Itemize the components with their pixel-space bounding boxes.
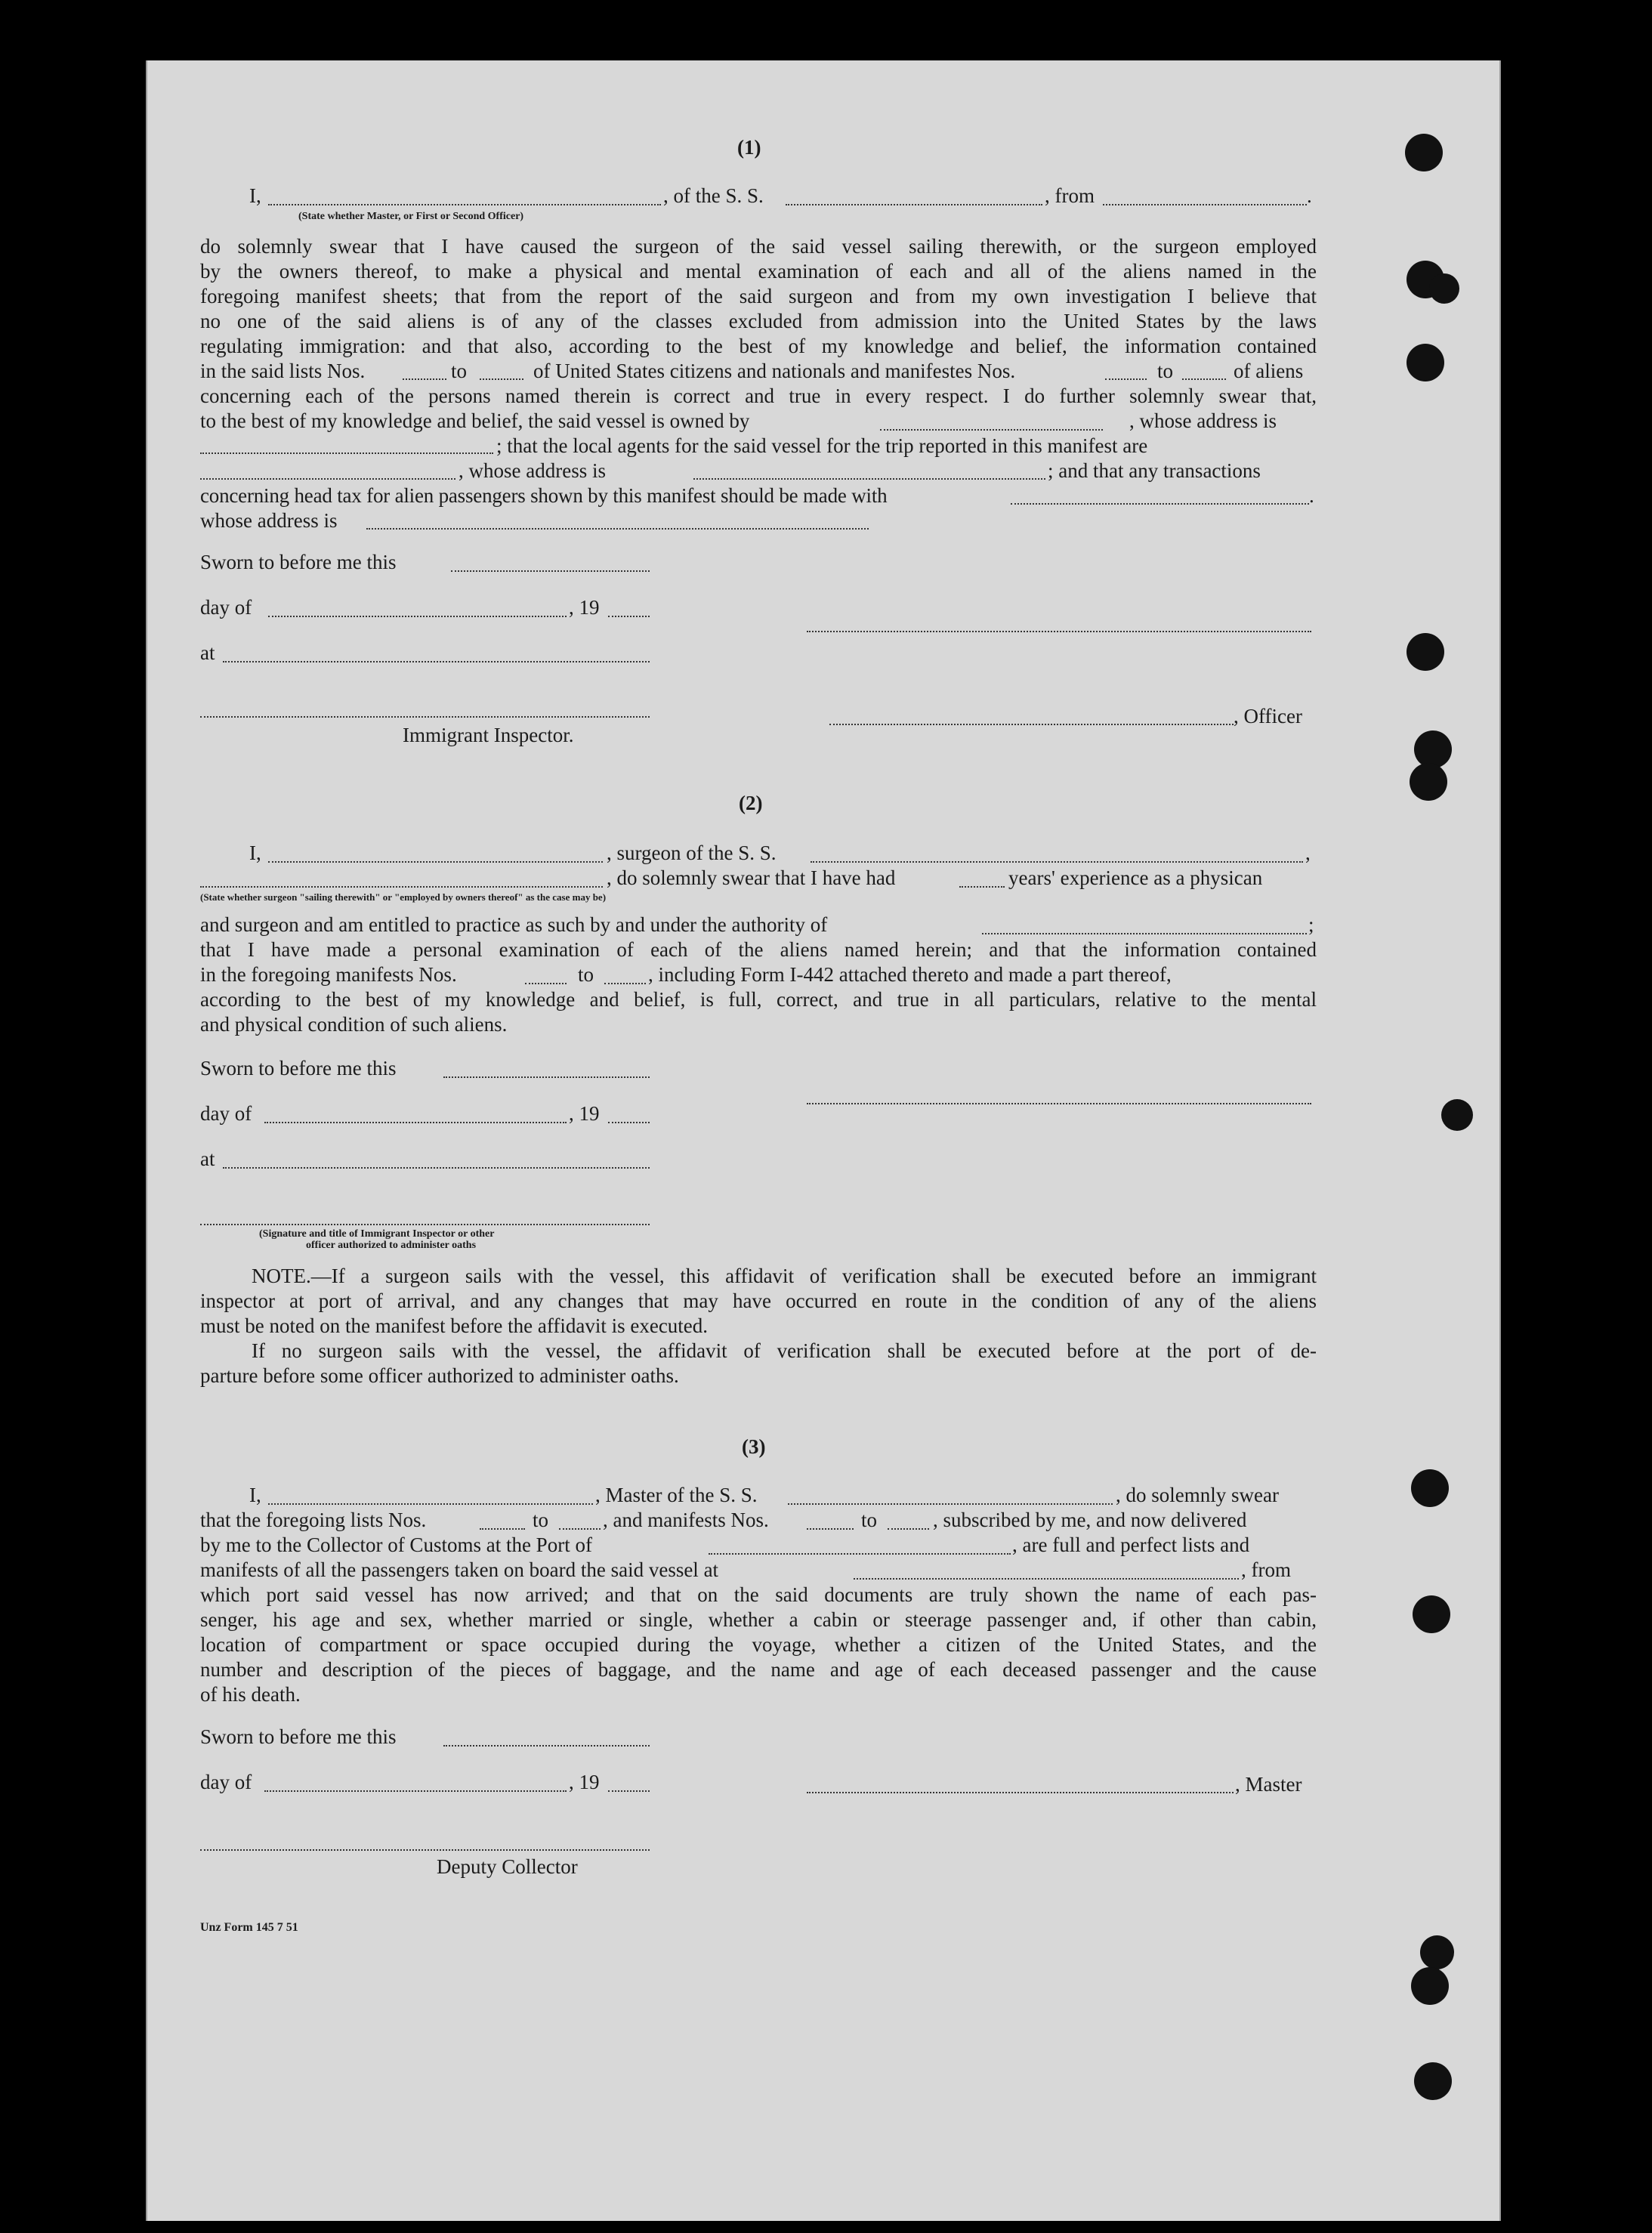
s1-sworn: Sworn to before me this [200, 551, 397, 573]
s3-port-field[interactable] [709, 1553, 1011, 1555]
s2-solemnly: , do solemnly swear that I have had [607, 866, 896, 889]
s1-ship-name-field[interactable] [786, 204, 1042, 205]
s1-nineteen: , 19 [569, 596, 600, 619]
s3-line-3: location of compartment or space occupied during the voyage, whether a citizen of the United States, and the [200, 1633, 1317, 1656]
s1-owner-address-field[interactable] [200, 452, 493, 454]
s2-at: at [200, 1147, 215, 1170]
s3-collector: by me to the Collector of Customs at the Port of [200, 1533, 592, 1556]
s1-sworn-field[interactable] [451, 570, 650, 572]
s1-whose-address: , whose address is [1129, 409, 1277, 432]
s3-collector-line[interactable] [200, 1849, 650, 1851]
s3-sworn: Sworn to before me this [200, 1725, 397, 1748]
s1-whose-address-2: , whose address is [459, 459, 606, 482]
s3-line-1: which port said vessel has now arrived; and that on the said documents are truly shown the name of each pas- [200, 1583, 1317, 1606]
s3-lists-label: that the foregoing lists Nos. [200, 1509, 427, 1531]
s1-at: at [200, 641, 215, 664]
s3-manifests-to: to [861, 1509, 878, 1531]
s1-signature-line[interactable] [807, 631, 1311, 632]
s1-line-4: no one of the said aliens is of any of the classes excluded from admission into the United States by the laws [200, 310, 1317, 332]
s1-lists-to: to [451, 360, 468, 382]
s2-examination: that I have made a personal examination of each of the aliens named herein; and that the information contained [200, 938, 1317, 961]
s3-manifests-all: manifests of all the passengers taken on board the said vessel at [200, 1558, 719, 1581]
s1-head-tax: concerning head tax for alien passengers shown by this manifest should be made with [200, 484, 888, 507]
s2-manifests-rest: , including Form I-442 attached thereto and made a part thereof, [648, 963, 1172, 986]
form-page [146, 60, 1501, 2221]
punch-hole [1441, 1099, 1473, 1131]
s2-sworn: Sworn to before me this [200, 1057, 397, 1079]
s3-master-name-field[interactable] [268, 1503, 593, 1505]
s3-line-4: number and description of the pieces of baggage, and the name and age of each deceased passenger and the cause [200, 1658, 1317, 1681]
s1-manifests-from-field[interactable] [1105, 378, 1147, 380]
s1-of-aliens: of aliens [1234, 360, 1304, 382]
s1-inspector-line[interactable] [200, 716, 650, 718]
s1-owner-field[interactable] [880, 429, 1103, 431]
s1-head-tax-field[interactable] [1011, 503, 1309, 505]
form-id: Unz Form 145 7 51 [200, 1921, 298, 1934]
s2-nineteen: , 19 [569, 1102, 600, 1125]
s2-note2-line-2: parture before some officer authorized to administer oaths. [200, 1364, 679, 1387]
s3-subscribed: , subscribed by me, and now delivered [933, 1509, 1247, 1531]
s2-sworn-field[interactable] [443, 1076, 650, 1078]
s1-agents-field[interactable] [200, 478, 455, 480]
s3-day-field[interactable] [264, 1790, 567, 1792]
section-3-number: (3) [742, 1435, 766, 1458]
s3-master: , Master [1235, 1773, 1302, 1796]
s1-period-2: . [1309, 484, 1314, 507]
s2-note-line-3: must be noted on the manifest before the affidavit is executed. [200, 1314, 709, 1337]
s2-comma: , [1305, 842, 1311, 864]
s3-master-signature-line[interactable] [807, 1792, 1234, 1793]
s2-ship-field[interactable] [811, 861, 1303, 863]
s2-physical: and physical condition of such aliens. [200, 1013, 508, 1036]
s2-note-line-1: NOTE.—If a surgeon sails with the vessel, this affidavit of verification shall be executed before an immigrant [252, 1265, 1317, 1287]
punch-hole [1411, 1469, 1449, 1507]
s3-last-line: of his death. [200, 1683, 301, 1706]
s2-years: years' experience as a physican [1008, 866, 1263, 889]
s1-line-1: do solemnly swear that I have caused the surgeon of the said vessel sailing therewith, or the surgeon employed [200, 235, 1317, 258]
s1-officer-name-field[interactable] [268, 204, 661, 205]
s2-note2-line-1: If no surgeon sails with the vessel, the affidavit of verification shall be executed before at the port of de- [252, 1339, 1317, 1362]
s1-officer: , Officer [1234, 705, 1302, 727]
s1-manifests-to: to [1157, 360, 1174, 382]
s1-day-field[interactable] [268, 616, 567, 617]
section-2-number: (2) [739, 792, 763, 814]
s1-lists-label: in the said lists Nos. [200, 360, 366, 382]
s3-do-solemnly: , do solemnly swear [1116, 1484, 1279, 1506]
s1-officer-note: (State whether Master, or First or Second Officer) [298, 211, 524, 222]
s1-head-tax-address-field[interactable] [366, 528, 869, 530]
s2-day-field[interactable] [264, 1122, 567, 1123]
s2-surgeon-name-field[interactable] [268, 861, 603, 863]
punch-hole [1405, 134, 1443, 171]
s3-sworn-field[interactable] [443, 1745, 650, 1747]
s2-semicolon: ; [1308, 913, 1314, 936]
s1-from-label: , from [1045, 184, 1095, 207]
s1-lists-mid: of United States citizens and nationals and manifestes Nos. [533, 360, 1016, 382]
s1-from-field[interactable] [1103, 204, 1307, 205]
punch-hole [1410, 763, 1447, 801]
section-1-number: (1) [737, 136, 761, 159]
punch-hole [1414, 730, 1452, 768]
s2-entitled: and surgeon and am entitled to practice as such by and under the authority of [200, 913, 828, 936]
s3-lists-to-field[interactable] [559, 1528, 601, 1530]
s1-inspector: Immigrant Inspector. [403, 724, 574, 746]
s1-transactions: ; and that any transactions [1048, 459, 1261, 482]
s1-local-agents: ; that the local agents for the said vessel for the trip reported in this manifest are [496, 434, 1148, 457]
s2-surgeon-type-field[interactable] [200, 886, 603, 888]
s3-manifests-from-field[interactable] [807, 1528, 854, 1530]
s3-master-of: , Master of the S. S. [595, 1484, 758, 1506]
s1-owned-by: to the best of my knowledge and belief, the said vessel is owned by [200, 409, 750, 432]
s1-line-2: by the owners thereof, to make a physical and mental examination of each and all of the aliens named in the [200, 260, 1317, 283]
s1-i-label: I, [249, 184, 261, 207]
punch-hole [1411, 1967, 1449, 2005]
s3-nineteen: , 19 [569, 1771, 600, 1793]
s1-at-field[interactable] [223, 661, 650, 662]
punch-hole [1414, 2062, 1452, 2100]
s2-according: according to the best of my knowledge and belief, is full, correct, and true in all particulars, relative to the mental [200, 988, 1317, 1011]
s2-years-field[interactable] [959, 886, 1005, 888]
s2-signature-line[interactable] [807, 1103, 1311, 1104]
s3-full-perfect: , are full and perfect lists and [1012, 1533, 1250, 1556]
s1-period: . [1307, 184, 1312, 207]
s2-manifests-to-field[interactable] [604, 983, 646, 984]
s1-day-of: day of [200, 596, 252, 619]
s1-of-the-ss: , of the S. S. [663, 184, 764, 207]
s3-lists-to: to [533, 1509, 549, 1531]
s3-ship-field[interactable] [788, 1503, 1113, 1505]
s2-at-field[interactable] [223, 1167, 650, 1169]
s1-agents-address-field[interactable] [693, 478, 1045, 480]
s2-note-line-2: inspector at port of arrival, and any changes that may have occurred en route in the condition of any of the aliens [200, 1289, 1317, 1312]
s1-manifests-to-field[interactable] [1182, 378, 1226, 380]
s3-i-label: I, [249, 1484, 261, 1506]
s2-signature-note-2: officer authorized to administer oaths [306, 1240, 477, 1251]
s1-year-field[interactable] [608, 616, 650, 617]
s3-day-of: day of [200, 1771, 252, 1793]
punch-hole [1407, 633, 1444, 671]
s2-authority-field[interactable] [982, 933, 1307, 934]
s2-surgeon-of: , surgeon of the S. S. [607, 842, 777, 864]
s2-inspector-line[interactable] [200, 1224, 650, 1225]
s3-line-2: senger, his age and sex, whether married or single, whether a cabin or steerage passenger and, if other than cabin, [200, 1608, 1317, 1631]
punch-hole [1420, 1935, 1454, 1969]
s3-port-taken-field[interactable] [854, 1578, 1239, 1580]
s2-year-field[interactable] [608, 1122, 650, 1123]
s1-lists-from-field[interactable] [403, 378, 446, 380]
s2-i-label: I, [249, 842, 261, 864]
s3-manifests: , and manifests Nos. [603, 1509, 769, 1531]
s2-day-of: day of [200, 1102, 252, 1125]
s3-from: , from [1241, 1558, 1291, 1581]
s3-year-field[interactable] [608, 1790, 650, 1792]
punch-hole [1429, 273, 1459, 304]
s1-officer-line[interactable] [829, 724, 1234, 725]
s2-signature-note-1: (Signature and title of Immigrant Inspector or other [259, 1228, 495, 1240]
s2-surgeon-note: (State whether surgeon "sailing therewith" or "employed by owners thereof" as the case may be) [200, 891, 607, 903]
s1-line-5: regulating immigration: and that also, according to the best of my knowledge and belief, the information contained [200, 335, 1317, 357]
s3-deputy: Deputy Collector [437, 1855, 578, 1878]
s1-whose-address-3: whose address is [200, 509, 338, 532]
s3-manifests-to-field[interactable] [888, 1528, 929, 1530]
s2-manifests-from-field[interactable] [525, 983, 567, 984]
s2-manifests-label: in the foregoing manifests Nos. [200, 963, 457, 986]
punch-hole [1413, 1595, 1450, 1633]
s1-concerning-line: concerning each of the persons named therein is correct and true in every respect. I do further solemnly swear that, [200, 385, 1317, 407]
s3-lists-from-field[interactable] [480, 1528, 525, 1530]
s1-lists-to-field[interactable] [480, 378, 523, 380]
s2-manifests-to: to [578, 963, 594, 986]
punch-hole [1407, 344, 1444, 381]
s1-line-3: foregoing manifest sheets; that from the report of the said surgeon and from my own investigation I believe that [200, 285, 1317, 307]
